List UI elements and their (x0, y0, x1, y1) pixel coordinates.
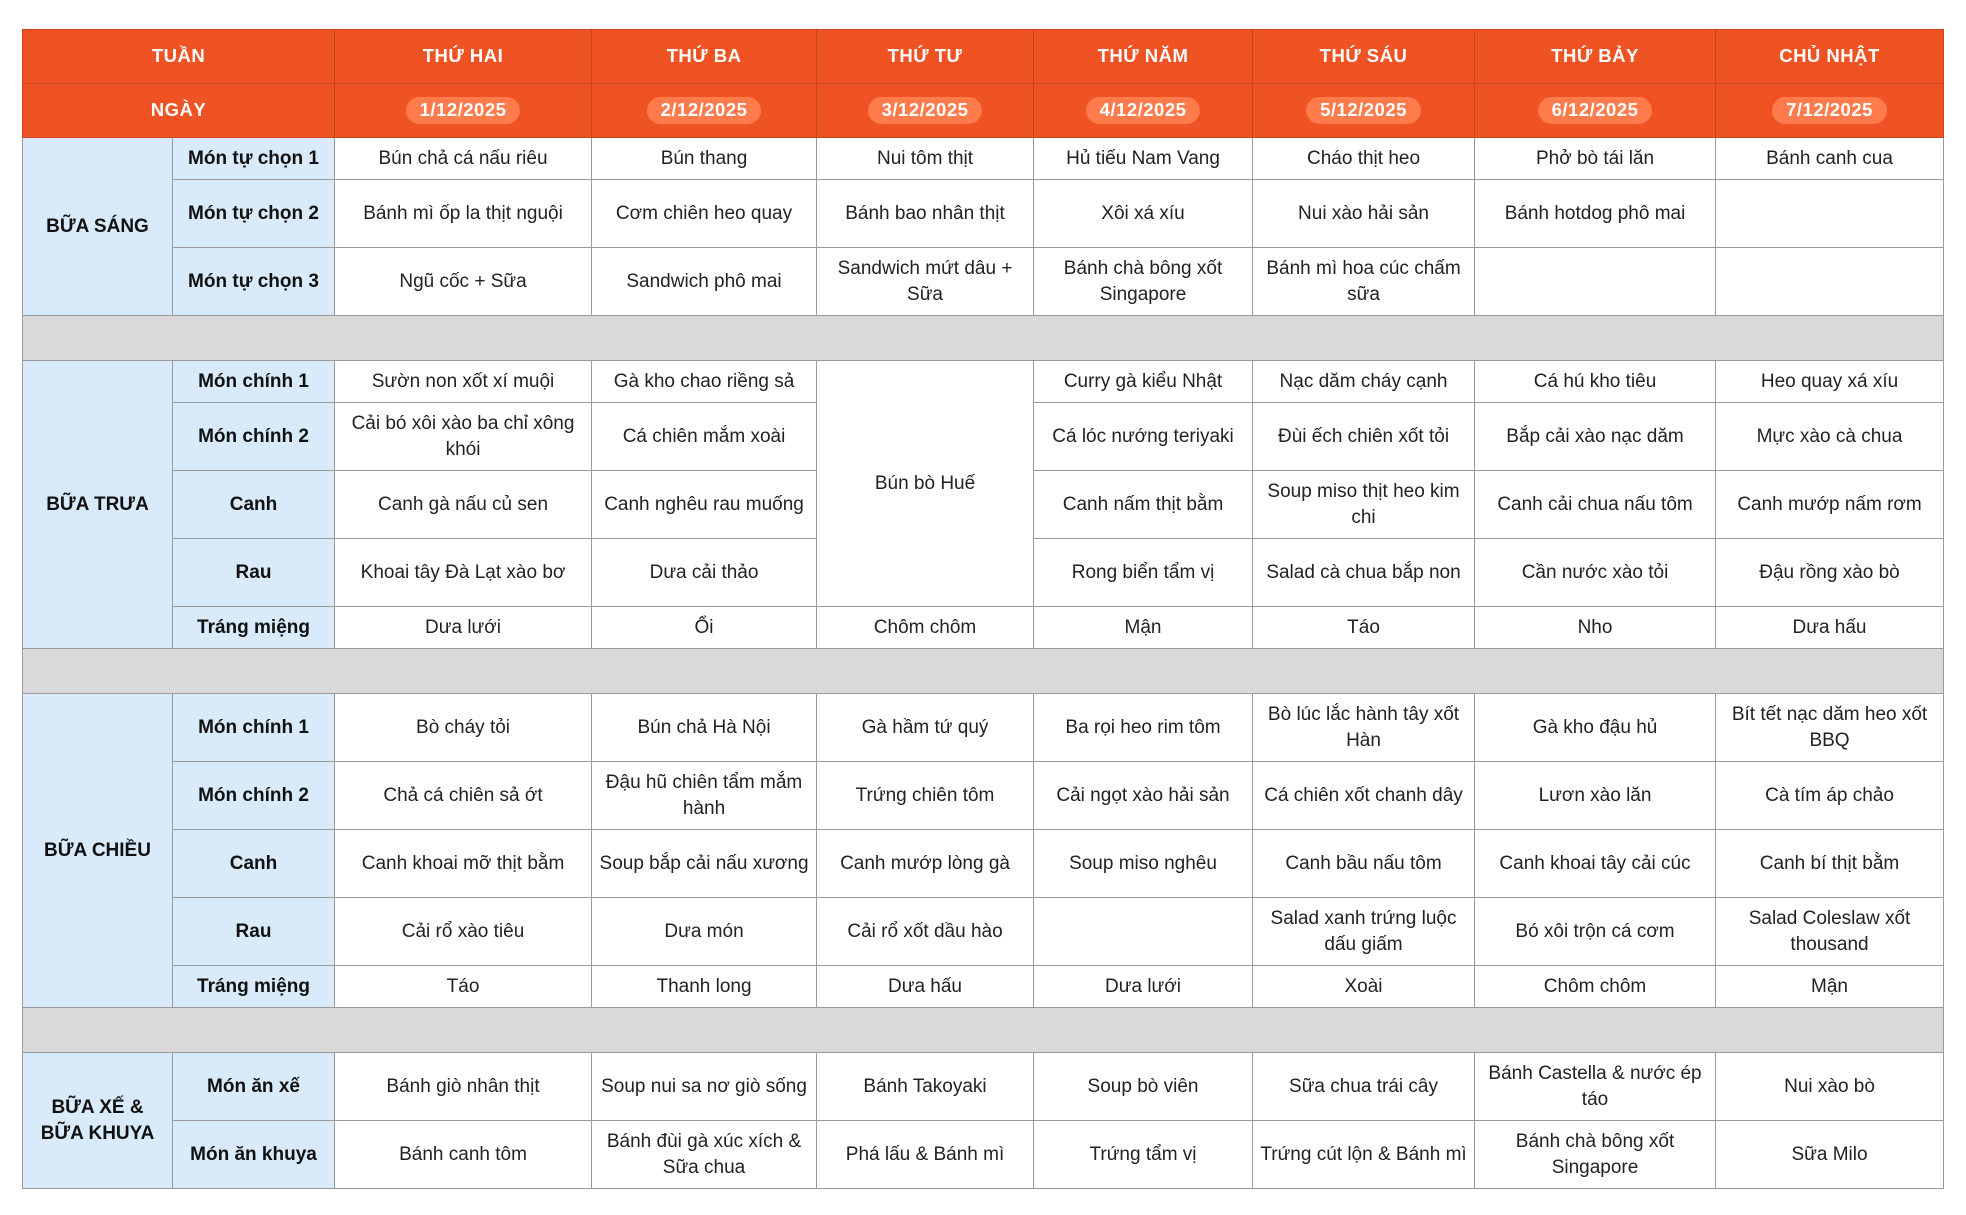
menu-cell: Mận (1716, 966, 1944, 1008)
menu-cell: Dưa cải thảo (592, 539, 817, 607)
menu-cell: Bánh hotdog phô mai (1475, 180, 1716, 248)
menu-cell: Bánh bao nhân thịt (817, 180, 1034, 248)
item-label: Món tự chọn 1 (173, 138, 335, 180)
menu-cell: Nạc dăm cháy cạnh (1253, 361, 1475, 403)
menu-cell: Bò cháy tỏi (335, 694, 592, 762)
item-label: Món tự chọn 2 (173, 180, 335, 248)
dinner-row (23, 966, 1944, 1008)
menu-cell: Bánh Castella & nước ép táo (1475, 1053, 1716, 1121)
item-label: Món tự chọn 3 (173, 248, 335, 316)
menu-cell: Canh mướp nấm rơm (1716, 471, 1944, 539)
day-friday: THỨ SÁU (1253, 30, 1475, 84)
date-cell (817, 84, 1034, 138)
menu-cell: Trứng chiên tôm (817, 762, 1034, 830)
menu-cell: Sườn non xốt xí muội (335, 361, 592, 403)
item-label: Món ăn xế (173, 1053, 335, 1121)
menu-cell: Soup nui sa nơ giò sống (592, 1053, 817, 1121)
menu-cell: Canh khoai tây cải cúc (1475, 830, 1716, 898)
separator (23, 316, 1944, 361)
item-label: Món ăn khuya (173, 1121, 335, 1189)
menu-cell: Canh gà nấu củ sen (335, 471, 592, 539)
menu-cell: Trứng tẩm vị (1034, 1121, 1253, 1189)
date-cell (1475, 84, 1716, 138)
menu-cell: Soup bò viên (1034, 1053, 1253, 1121)
menu-cell: Cải rổ xốt dầu hào (817, 898, 1034, 966)
menu-cell: Gà kho chao riềng sả (592, 361, 817, 403)
menu-cell: Bánh canh tôm (335, 1121, 592, 1189)
menu-cell: Sữa chua trái cây (1253, 1053, 1475, 1121)
item-label: Món chính 2 (173, 403, 335, 471)
menu-cell: Đùi ếch chiên xốt tỏi (1253, 403, 1475, 471)
menu-cell: Mực xào cà chua (1716, 403, 1944, 471)
menu-cell: Bánh chà bông xốt Singapore (1475, 1121, 1716, 1189)
menu-cell: Đậu rồng xào bò (1716, 539, 1944, 607)
date-label: NGÀY (23, 84, 335, 138)
menu-cell: Cá lóc nướng teriyaki (1034, 403, 1253, 471)
menu-cell: Canh khoai mỡ thịt bằm (335, 830, 592, 898)
menu-cell: Bún thang (592, 138, 817, 180)
item-label: Canh (173, 471, 335, 539)
dinner-row (23, 898, 1944, 966)
menu-cell: Sandwich mứt dâu + Sữa (817, 248, 1034, 316)
menu-cell: Ngũ cốc + Sữa (335, 248, 592, 316)
menu-cell (1475, 248, 1716, 316)
menu-cell: Bánh canh cua (1716, 138, 1944, 180)
menu-cell: Cà tím áp chảo (1716, 762, 1944, 830)
separator-row (23, 649, 1944, 694)
menu-cell: Canh nghêu rau muống (592, 471, 817, 539)
breakfast-row (23, 248, 1944, 316)
lunch-row (23, 361, 1944, 403)
menu-cell: Nui tôm thịt (817, 138, 1034, 180)
date-pill: 2/12/2025 (647, 97, 762, 124)
date-cell (1034, 84, 1253, 138)
date-pill: 3/12/2025 (868, 97, 983, 124)
menu-cell: Dưa hấu (1716, 607, 1944, 649)
separator-row (23, 316, 1944, 361)
date-pill: 7/12/2025 (1772, 97, 1887, 124)
date-cell (592, 84, 817, 138)
menu-cell: Cháo thịt heo (1253, 138, 1475, 180)
menu-cell: Chôm chôm (817, 607, 1034, 649)
menu-cell: Bánh Takoyaki (817, 1053, 1034, 1121)
week-label: TUẦN (23, 30, 335, 84)
menu-cell: Rong biển tẩm vị (1034, 539, 1253, 607)
menu-cell: Ba rọi heo rim tôm (1034, 694, 1253, 762)
menu-cell: Trứng cút lộn & Bánh mì (1253, 1121, 1475, 1189)
separator (23, 1008, 1944, 1053)
menu-cell: Khoai tây Đà Lạt xào bơ (335, 539, 592, 607)
menu-cell: Bò lúc lắc hành tây xốt Hàn (1253, 694, 1475, 762)
menu-cell: Soup miso nghêu (1034, 830, 1253, 898)
meal-label-lunch: BỮA TRƯA (23, 361, 173, 649)
date-pill: 5/12/2025 (1306, 97, 1421, 124)
menu-cell: Salad xanh trứng luộc dấu giấm (1253, 898, 1475, 966)
date-cell (335, 84, 592, 138)
item-label: Món chính 1 (173, 694, 335, 762)
menu-cell (1716, 180, 1944, 248)
menu-cell: Heo quay xá xíu (1716, 361, 1944, 403)
menu-cell: Salad Coleslaw xốt thousand (1716, 898, 1944, 966)
date-pill: 4/12/2025 (1086, 97, 1201, 124)
menu-cell: Chôm chôm (1475, 966, 1716, 1008)
separator (23, 649, 1944, 694)
menu-cell: Đậu hũ chiên tẩm mắm hành (592, 762, 817, 830)
date-pill: 6/12/2025 (1538, 97, 1653, 124)
menu-cell: Hủ tiếu Nam Vang (1034, 138, 1253, 180)
menu-cell: Bắp cải xào nạc dăm (1475, 403, 1716, 471)
menu-cell: Canh cải chua nấu tôm (1475, 471, 1716, 539)
date-cell (1716, 84, 1944, 138)
menu-cell (1716, 248, 1944, 316)
menu-cell: Nui xào bò (1716, 1053, 1944, 1121)
menu-cell: Sandwich phô mai (592, 248, 817, 316)
menu-cell: Bún chả Hà Nội (592, 694, 817, 762)
dinner-row (23, 762, 1944, 830)
menu-cell: Cá chiên mắm xoài (592, 403, 817, 471)
menu-cell (1034, 898, 1253, 966)
menu-cell: Táo (1253, 607, 1475, 649)
day-monday: THỨ HAI (335, 30, 592, 84)
menu-cell: Dưa lưới (1034, 966, 1253, 1008)
menu-cell-merged: Bún bò Huế (817, 361, 1034, 607)
day-saturday: THỨ BẢY (1475, 30, 1716, 84)
menu-cell: Gà hầm tứ quý (817, 694, 1034, 762)
menu-cell: Ổi (592, 607, 817, 649)
day-wednesday: THỨ TƯ (817, 30, 1034, 84)
menu-cell: Thanh long (592, 966, 817, 1008)
item-label: Rau (173, 539, 335, 607)
meal-label-dinner: BỮA CHIỀU (23, 694, 173, 1008)
meal-label-snack: BỮA XẾ & BỮA KHUYA (23, 1053, 173, 1189)
menu-cell: Nui xào hải sản (1253, 180, 1475, 248)
item-label: Tráng miệng (173, 966, 335, 1008)
menu-cell: Bít tết nạc dăm heo xốt BBQ (1716, 694, 1944, 762)
menu-cell: Bún chả cá nấu riêu (335, 138, 592, 180)
menu-cell: Nho (1475, 607, 1716, 649)
menu-cell: Canh nấm thịt bằm (1034, 471, 1253, 539)
menu-cell: Cơm chiên heo quay (592, 180, 817, 248)
week-header-row (23, 30, 1944, 84)
menu-cell: Bánh mì ốp la thịt nguội (335, 180, 592, 248)
menu-cell: Cải ngọt xào hải sản (1034, 762, 1253, 830)
snack-row (23, 1121, 1944, 1189)
breakfast-row (23, 180, 1944, 248)
menu-cell: Bánh mì hoa cúc chấm sữa (1253, 248, 1475, 316)
lunch-row (23, 607, 1944, 649)
menu-cell: Cải bó xôi xào ba chỉ xông khói (335, 403, 592, 471)
item-label: Món chính 1 (173, 361, 335, 403)
date-header-row (23, 84, 1944, 138)
meal-label-breakfast: BỮA SÁNG (23, 138, 173, 316)
menu-cell: Cá hú kho tiêu (1475, 361, 1716, 403)
menu-cell: Mận (1034, 607, 1253, 649)
menu-cell: Cần nước xào tỏi (1475, 539, 1716, 607)
menu-cell: Bánh chà bông xốt Singapore (1034, 248, 1253, 316)
dinner-row (23, 694, 1944, 762)
menu-cell: Chả cá chiên sả ớt (335, 762, 592, 830)
menu-cell: Gà kho đậu hủ (1475, 694, 1716, 762)
menu-cell: Soup miso thịt heo kim chi (1253, 471, 1475, 539)
day-sunday: CHỦ NHẬT (1716, 30, 1944, 84)
menu-cell: Dưa hấu (817, 966, 1034, 1008)
day-thursday: THỨ NĂM (1034, 30, 1253, 84)
menu-cell: Salad cà chua bắp non (1253, 539, 1475, 607)
menu-cell: Canh mướp lòng gà (817, 830, 1034, 898)
breakfast-row (23, 138, 1944, 180)
menu-cell: Cải rổ xào tiêu (335, 898, 592, 966)
item-label: Rau (173, 898, 335, 966)
menu-cell: Xôi xá xíu (1034, 180, 1253, 248)
menu-cell: Bó xôi trộn cá cơm (1475, 898, 1716, 966)
menu-cell: Phá lấu & Bánh mì (817, 1121, 1034, 1189)
weekly-menu-table (22, 29, 1944, 1189)
menu-cell: Canh bí thịt bằm (1716, 830, 1944, 898)
menu-cell: Cá chiên xốt chanh dây (1253, 762, 1475, 830)
menu-cell: Lươn xào lăn (1475, 762, 1716, 830)
item-label: Món chính 2 (173, 762, 335, 830)
date-cell (1253, 84, 1475, 138)
menu-cell: Bánh đùi gà xúc xích & Sữa chua (592, 1121, 817, 1189)
day-tuesday: THỨ BA (592, 30, 817, 84)
snack-row (23, 1053, 1944, 1121)
menu-cell: Soup bắp cải nấu xương (592, 830, 817, 898)
separator-row (23, 1008, 1944, 1053)
menu-cell: Phở bò tái lăn (1475, 138, 1716, 180)
item-label: Tráng miệng (173, 607, 335, 649)
menu-cell: Xoài (1253, 966, 1475, 1008)
item-label: Canh (173, 830, 335, 898)
menu-cell: Bánh giò nhân thịt (335, 1053, 592, 1121)
menu-cell: Dưa món (592, 898, 817, 966)
menu-cell: Dưa lưới (335, 607, 592, 649)
date-pill: 1/12/2025 (406, 97, 521, 124)
dinner-row (23, 830, 1944, 898)
menu-cell: Táo (335, 966, 592, 1008)
menu-cell: Curry gà kiểu Nhật (1034, 361, 1253, 403)
menu-cell: Canh bầu nấu tôm (1253, 830, 1475, 898)
menu-cell: Sữa Milo (1716, 1121, 1944, 1189)
